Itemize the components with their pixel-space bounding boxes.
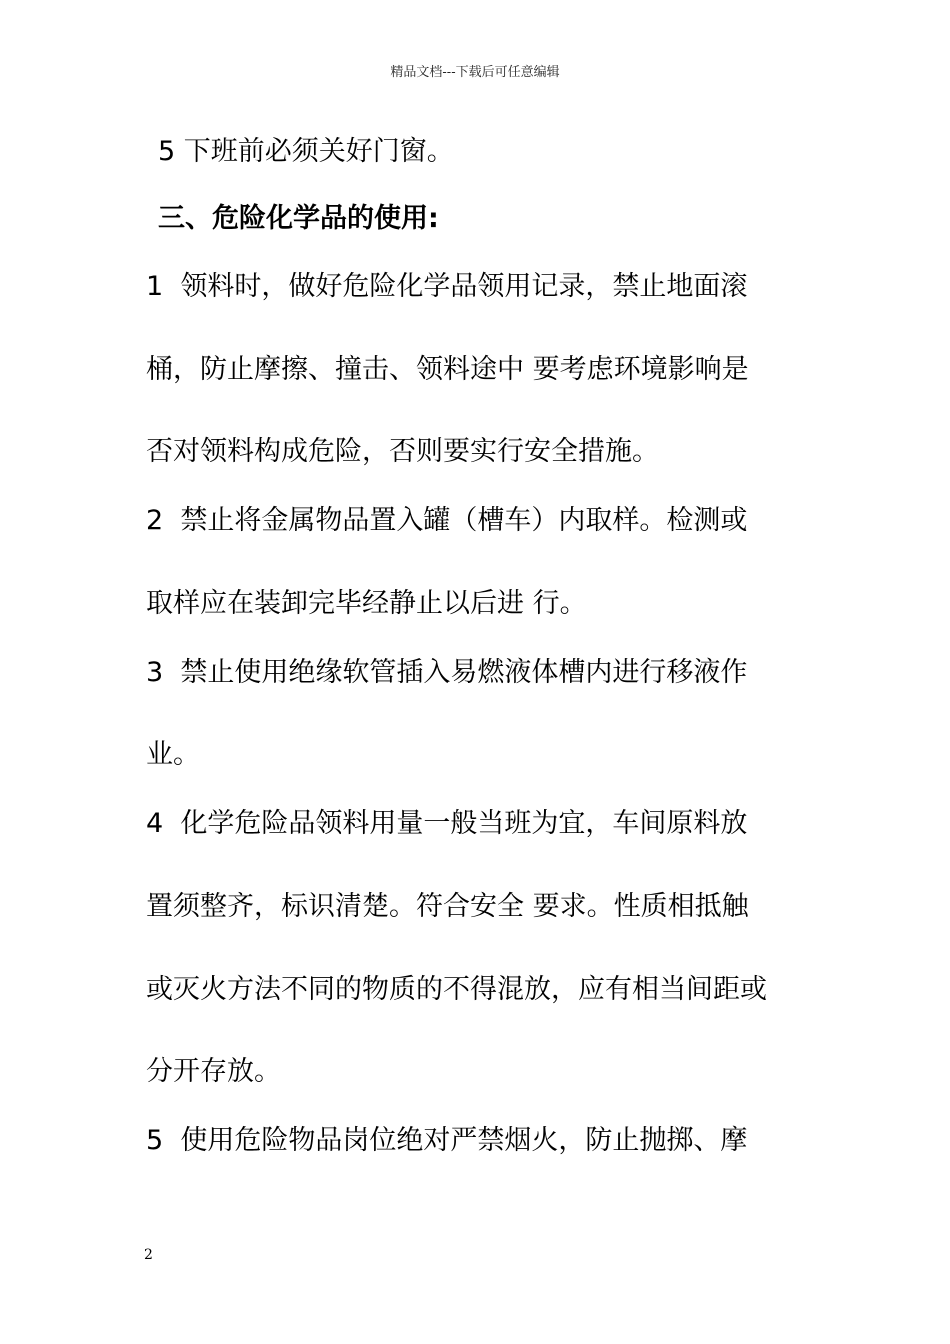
text-line-1: 5 下班前必须关好门窗。 <box>158 136 454 167</box>
text-line-13: 分开存放。 <box>146 1056 281 1087</box>
text-line-12: 或灭火方法不同的物质的不得混放，应有相当间距或 <box>146 974 767 1005</box>
text-line-7: 取样应在装卸完毕经静止以后进 行。 <box>146 588 587 619</box>
text-line-8: 3 禁止使用绝缘软管插入易燃液体槽内进行移液作 <box>146 657 748 688</box>
text-line-6: 2 禁止将金属物品置入罐（槽车）内取样。检测或 <box>146 505 748 536</box>
text-line-4: 桶，防止摩擦、撞击、领料途中 要考虑环境影响是 <box>146 354 749 385</box>
text-line-9: 业。 <box>146 739 200 770</box>
text-line-5: 否对领料构成危险，否则要实行安全措施。 <box>146 436 659 467</box>
text-line-10: 4 化学危险品领料用量一般当班为宜，车间原料放 <box>146 808 748 839</box>
section-heading: 三、危险化学品的使用: <box>158 203 439 234</box>
page-number: 2 <box>144 1247 153 1263</box>
text-line-3: 1 领料时，做好危险化学品领用记录，禁止地面滚 <box>146 271 748 302</box>
page-header: 精品文档---下载后可任意编辑 <box>390 65 560 80</box>
text-line-14: 5 使用危险物品岗位绝对严禁烟火，防止抛掷、摩 <box>146 1125 748 1156</box>
text-line-11: 置须整齐，标识清楚。符合安全 要求。性质相抵触 <box>146 891 749 922</box>
